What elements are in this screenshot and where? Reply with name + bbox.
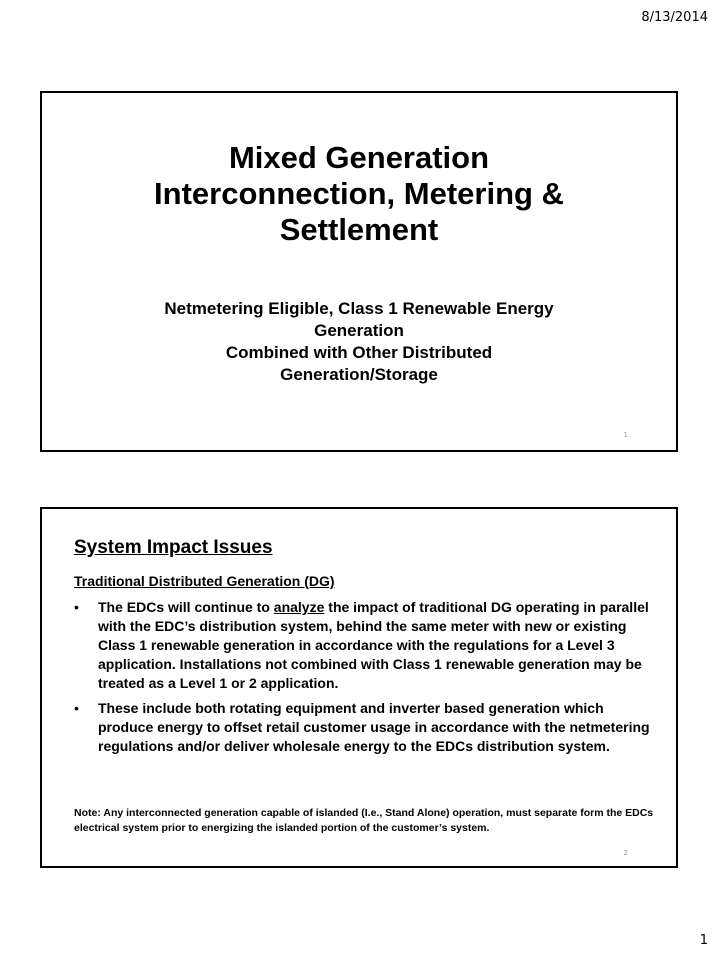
page-number: 1	[699, 933, 708, 948]
subtitle-line: Generation	[314, 321, 404, 340]
bullet-text: These include both rotating equipment and inverter based generation which produce energy to offset retail customer usage in accordance with the netmetering regulations and/or deliver wholesale energy to the EDCs distribution system.	[98, 700, 650, 754]
slide-1-subtitle	[42, 298, 676, 386]
subtitle-line: Combined with Other Distributed	[225, 343, 493, 362]
slide-1-number: 1	[623, 431, 628, 439]
bullet-text: The EDCs will continue to	[98, 599, 274, 615]
underlined-word: analyze	[273, 599, 325, 615]
title-line: Mixed Generation	[228, 140, 490, 175]
subtitle-line: Netmetering Eligible, Class 1 Renewable Energy	[164, 299, 554, 318]
title-line: Interconnection, Metering &	[154, 176, 564, 211]
slide-2-subheading: Traditional Distributed Generation (DG)	[74, 573, 335, 589]
bullet-text: the impact of traditional DG operating in parallel with the EDC’s distribution system, behind the same meter with new or existing Class 1 renewable generation in accordance with the regulations for a Level 3 application. Installations not combined with Class 1 renewable generation may be treated as a Level 1 or 2 application.	[98, 599, 649, 691]
bullet-item	[74, 598, 656, 693]
slide-2	[40, 507, 678, 868]
slide-1-title	[42, 140, 676, 248]
bullet-list	[74, 598, 656, 762]
bullet-dot-icon: •	[74, 700, 79, 716]
slide-2-note: Note: Any interconnected generation capable of islanded (I.e., Stand Alone) operation, must separate form the EDCs electrical system prior to energizing the islanded portion of the customer’s system.	[74, 807, 654, 834]
bullet-dot-icon: •	[74, 599, 79, 615]
slide-2-number: 2	[623, 849, 628, 857]
header-date: 8/13/2014	[641, 10, 708, 25]
bullet-item	[74, 699, 656, 756]
slide-2-heading: System Impact Issues	[74, 537, 273, 558]
slide-1	[40, 91, 678, 452]
title-line: Settlement	[279, 212, 439, 247]
subtitle-line: Generation/Storage	[280, 365, 438, 384]
